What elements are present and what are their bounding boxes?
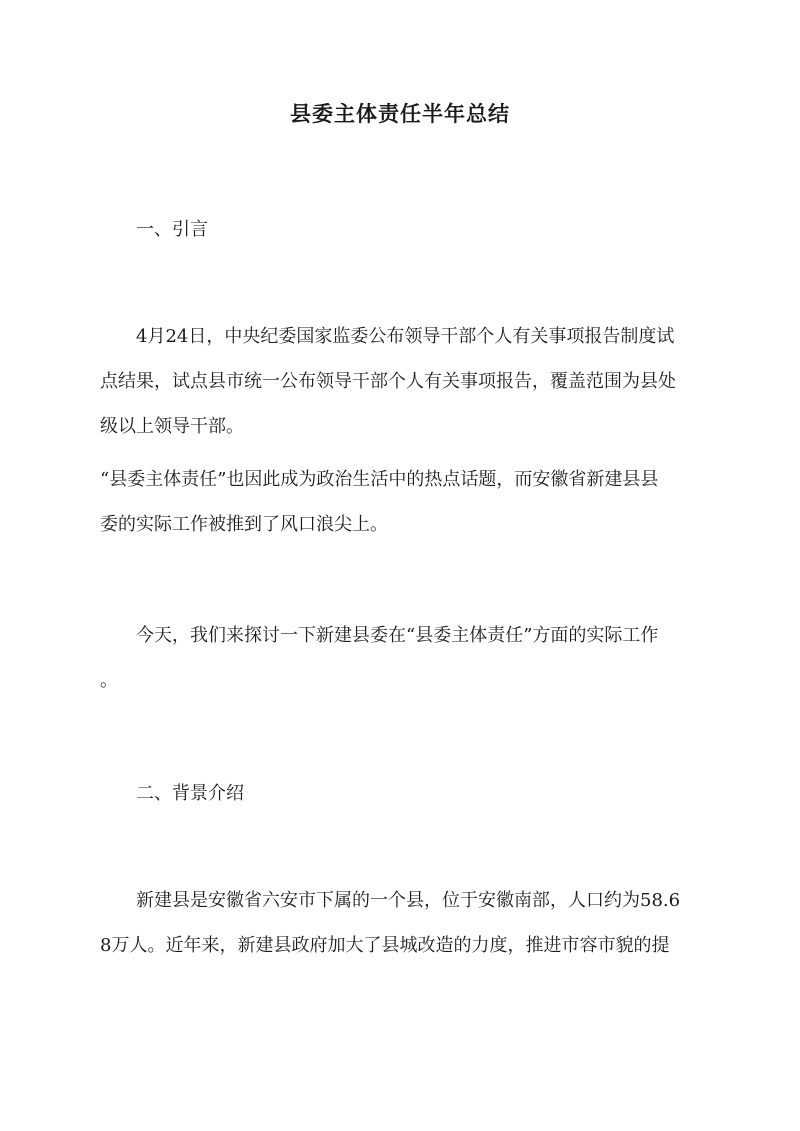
paragraph-line: 今天，我们来探讨一下新建县委在“县委主体责任”方面的实际工作: [136, 625, 659, 646]
document-title: 县委主体责任半年总结: [290, 101, 510, 126]
paragraph-line: “县委主体责任”也因此成为政治生活中的热点话题，而安徽省新建县县: [100, 469, 659, 490]
section-heading-intro: 一、引言: [136, 219, 208, 240]
paragraph-line: 4月24日，中央纪委国家监委公布领导干部个人有关事项报告制度试: [136, 326, 675, 347]
paragraph-line: 委的实际工作被推到了风口浪尖上。: [100, 514, 388, 535]
section-heading-background: 二、背景介绍: [136, 783, 244, 804]
paragraph-line: 。: [100, 670, 118, 691]
paragraph-line: 8万人。近年来，新建县政府加大了县城改造的力度，推进市容市貌的提: [100, 935, 670, 956]
paragraph-line: 点结果，试点县市统一公布领导干部个人有关事项报告，覆盖范围为县处: [100, 371, 676, 392]
paragraph-line: 级以上领导干部。: [100, 416, 244, 437]
paragraph-line: 新建县是安徽省六安市下属的一个县，位于安徽南部，人口约为58.6: [136, 890, 681, 911]
